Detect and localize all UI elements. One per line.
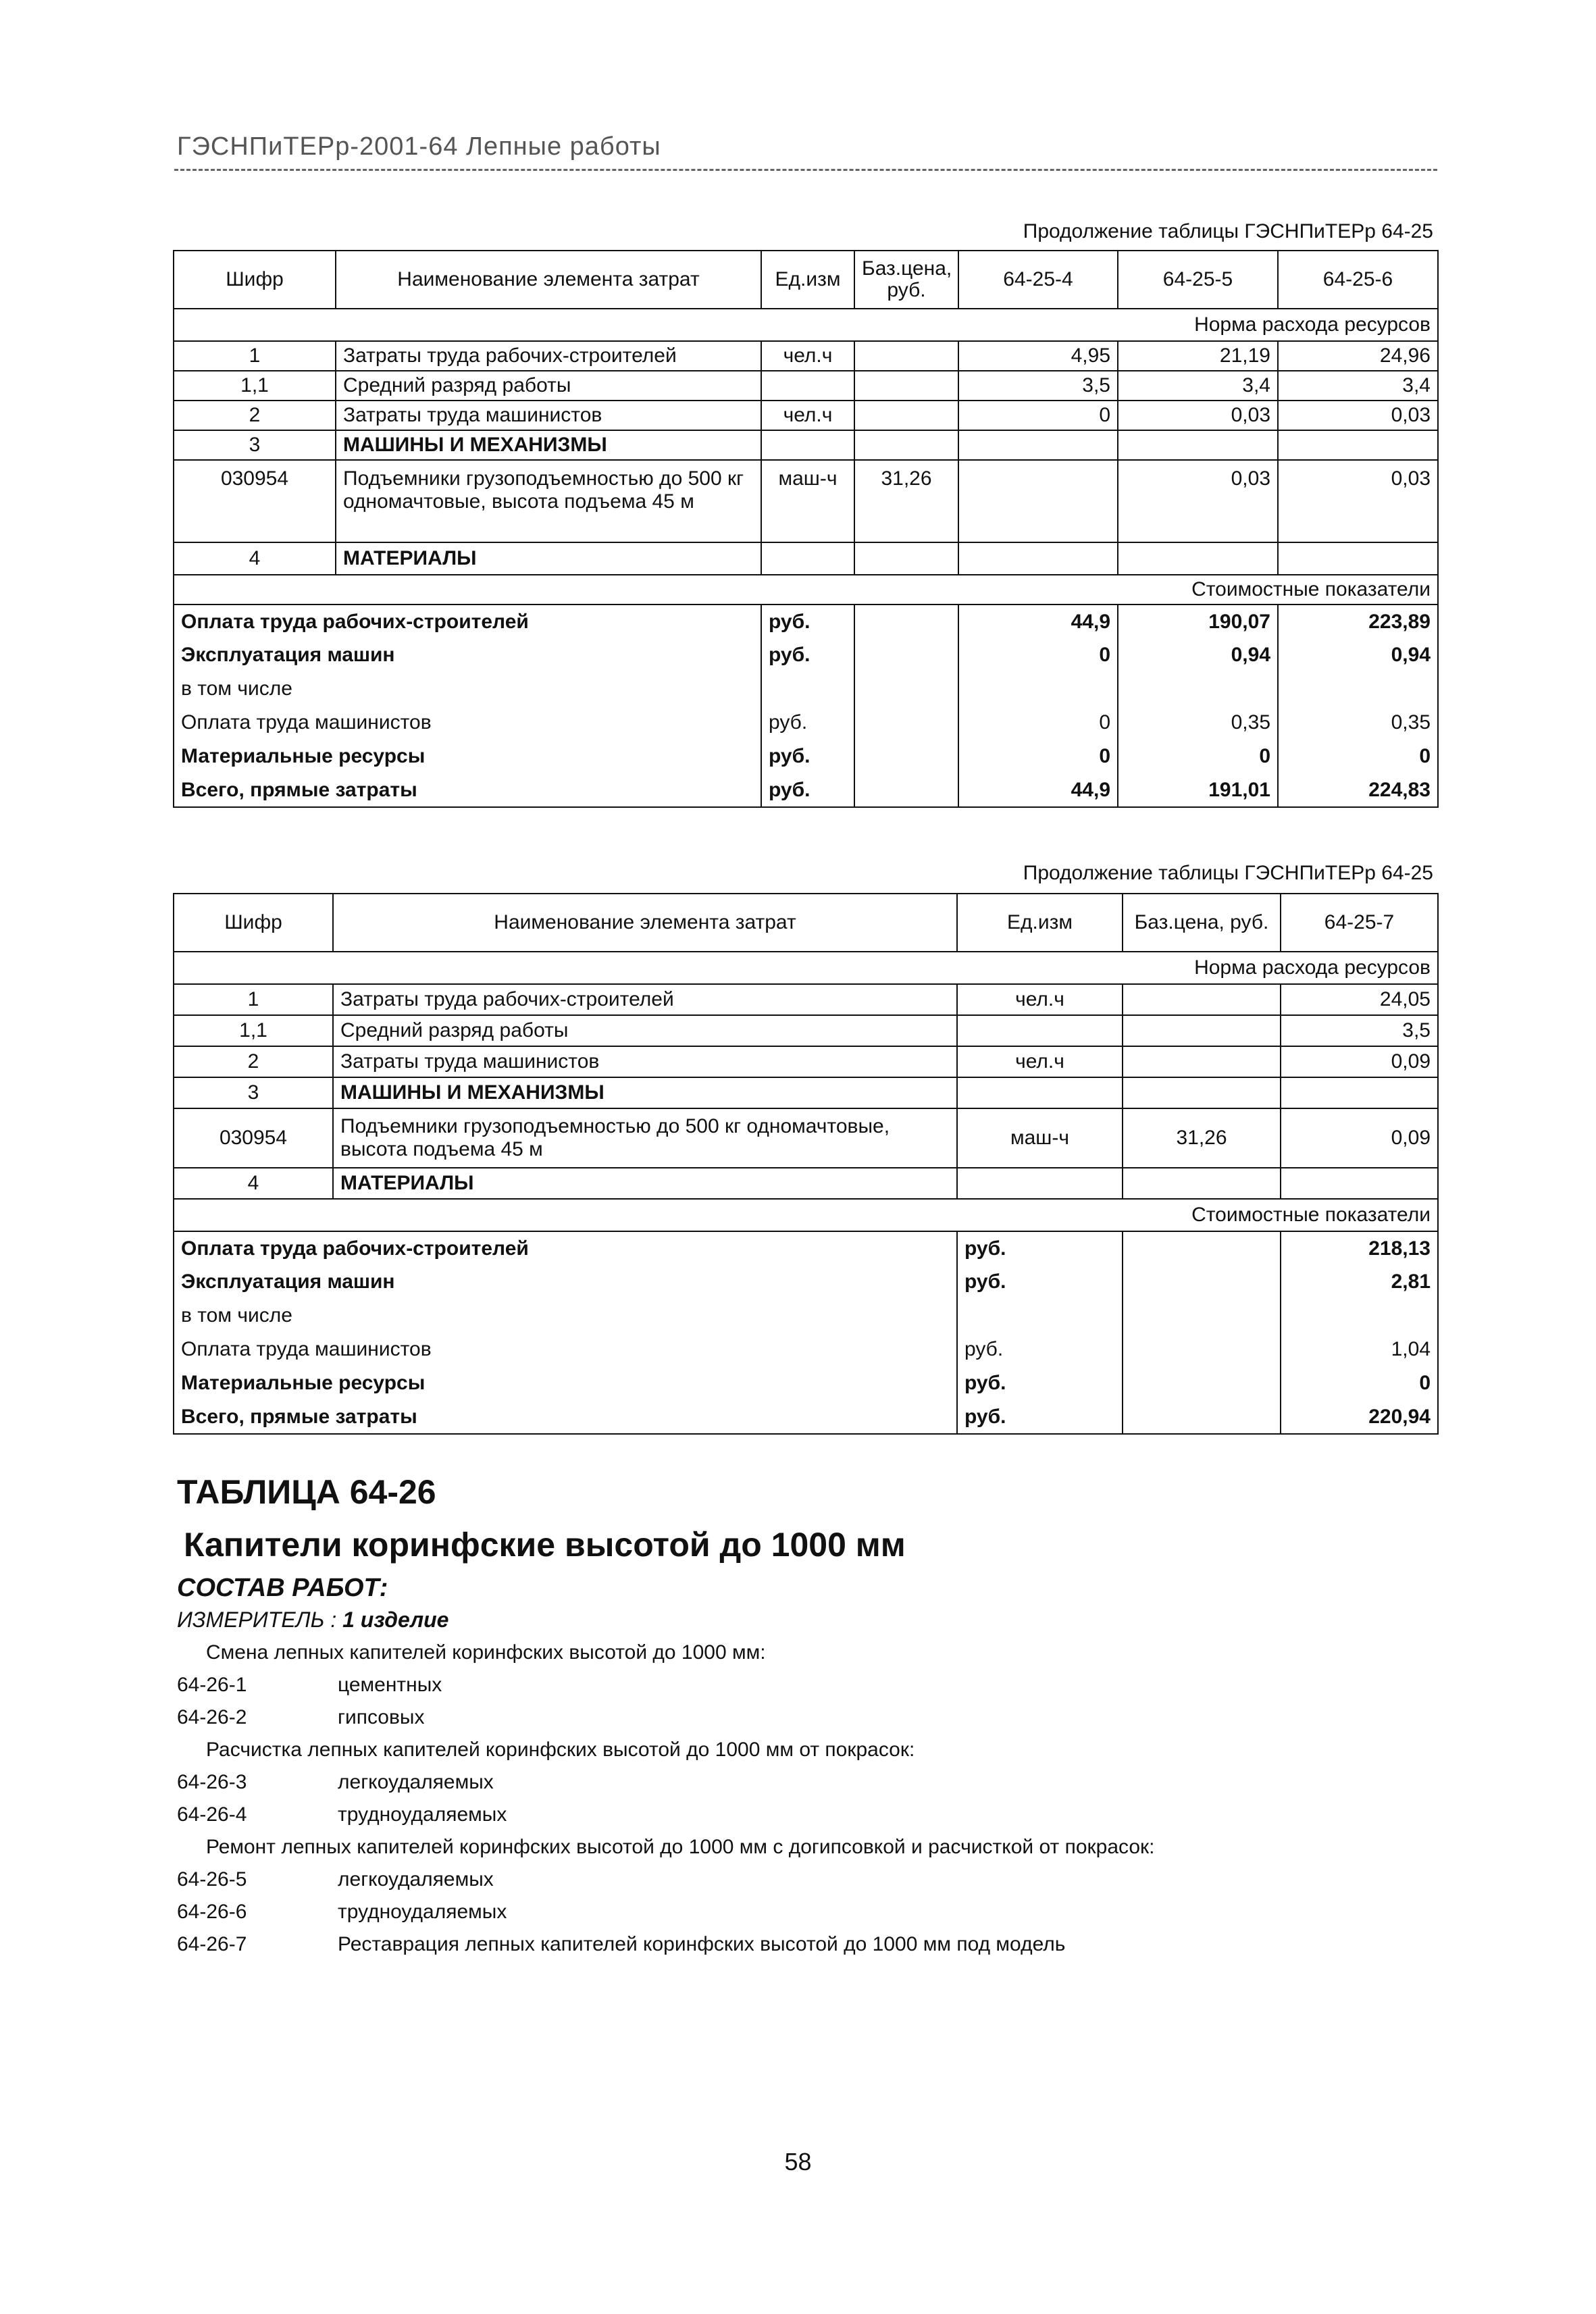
cost-name: Оплата труда машинистов (174, 1333, 957, 1366)
col-header-64-25-4: 64-25-4 (958, 251, 1118, 309)
table-row (174, 672, 1438, 706)
cost-value: 44,9 (958, 773, 1118, 807)
col-header-price: Баз.цена, руб. (1123, 894, 1281, 952)
cell-unit: чел.ч (761, 341, 854, 371)
cell-value: 4,95 (958, 341, 1118, 371)
cell-value (958, 430, 1118, 460)
cell-value: 24,96 (1278, 341, 1438, 371)
cell-code: 3 (174, 430, 336, 460)
cell-unit (761, 542, 854, 575)
cost-value (1118, 672, 1278, 706)
table-row (174, 1265, 1438, 1299)
meter-line (177, 1608, 448, 1632)
table2-cost-row (174, 1199, 1438, 1231)
work-code: 64-26-1 (177, 1674, 247, 1696)
cell-price (854, 341, 958, 371)
cost-name: Оплата труда рабочих-строителей (174, 605, 761, 638)
col-header-64-25-7: 64-25-7 (1281, 894, 1438, 952)
table-row (174, 1108, 1438, 1168)
col-header-64-25-5: 64-25-5 (1118, 251, 1278, 309)
cost-value (958, 672, 1118, 706)
cost-empty (1123, 1299, 1281, 1333)
cell-code: 1 (174, 984, 333, 1015)
cost-value: 0,35 (1278, 706, 1438, 740)
cost-empty (854, 740, 958, 773)
cell-unit (957, 1077, 1123, 1108)
cost-empty (854, 638, 958, 672)
cost-unit: руб. (761, 638, 854, 672)
cell-name: Затраты труда машинистов (333, 1046, 957, 1077)
cell-name: МАТЕРИАЛЫ (336, 542, 761, 575)
cost-name: Материальные ресурсы (174, 740, 761, 773)
table2-norm-row (174, 952, 1438, 984)
norm-label: Норма расхода ресурсов (174, 309, 1438, 341)
work-item: гипсовых (338, 1706, 425, 1728)
cell-name: Затраты труда машинистов (336, 401, 761, 430)
cost-value (1278, 672, 1438, 706)
cell-code: 1,1 (174, 1015, 333, 1046)
cell-value: 21,19 (1118, 341, 1278, 371)
cost-value: 0 (958, 740, 1118, 773)
work-code: 64-26-3 (177, 1771, 247, 1793)
cell-price: 31,26 (854, 460, 958, 542)
cell-value: 24,05 (1281, 984, 1438, 1015)
cost-name: в том числе (174, 672, 761, 706)
table2-continuation-note: Продолжение таблицы ГЭСНПиТЕРр 64-25 (1023, 862, 1433, 884)
cost-value: 220,94 (1281, 1400, 1438, 1434)
work-paragraph: Расчистка лепных капителей коринфских высотой до 1000 мм от покрасок: (206, 1739, 915, 1761)
col-header-name: Наименование элемента затрат (336, 251, 761, 309)
table-row (174, 430, 1438, 460)
cost-name: Эксплуатация машин (174, 1265, 957, 1299)
col-header-64-25-6: 64-25-6 (1278, 251, 1438, 309)
table1-continuation-note: Продолжение таблицы ГЭСНПиТЕРр 64-25 (1023, 220, 1433, 242)
cost-label: Стоимостные показатели (174, 575, 1438, 605)
table-row (174, 460, 1438, 542)
cost-value: 1,04 (1281, 1333, 1438, 1366)
cost-name: в том числе (174, 1299, 957, 1333)
cell-value: 3,4 (1278, 371, 1438, 401)
cost-name: Оплата труда машинистов (174, 706, 761, 740)
table1 (173, 250, 1439, 808)
cell-name: Средний разряд работы (336, 371, 761, 401)
cost-empty (854, 773, 958, 807)
cell-price (854, 430, 958, 460)
work-code: 64-26-4 (177, 1803, 247, 1826)
cell-price: 31,26 (1123, 1108, 1281, 1168)
cell-price (854, 371, 958, 401)
cost-value: 44,9 (958, 605, 1118, 638)
cell-value (1118, 542, 1278, 575)
col-header-unit: Ед.изм (957, 894, 1123, 952)
cell-unit: чел.ч (761, 401, 854, 430)
cell-code: 030954 (174, 1108, 333, 1168)
cost-value: 0 (1278, 740, 1438, 773)
cell-name: Средний разряд работы (333, 1015, 957, 1046)
table-row (174, 1046, 1438, 1077)
cost-value: 0 (1281, 1366, 1438, 1400)
cost-unit: руб. (761, 773, 854, 807)
table-row (174, 706, 1438, 740)
table-row (174, 638, 1438, 672)
cell-value (958, 542, 1118, 575)
table2 (173, 893, 1439, 1435)
work-item: трудноудаляемых (338, 1901, 507, 1923)
col-header-unit: Ед.изм (761, 251, 854, 309)
cell-value: 0,03 (1118, 460, 1278, 542)
cost-value: 0 (958, 638, 1118, 672)
col-header-price: Баз.цена, руб. (854, 251, 958, 309)
cost-unit: руб. (957, 1366, 1123, 1400)
cost-value: 0 (1118, 740, 1278, 773)
cost-empty (854, 706, 958, 740)
cost-name: Всего, прямые затраты (174, 773, 761, 807)
cell-code: 2 (174, 401, 336, 430)
table1-norm-row (174, 309, 1438, 341)
table-row (174, 1299, 1438, 1333)
norm-label: Норма расхода ресурсов (174, 952, 1438, 984)
col-header-code: Шифр (174, 894, 333, 952)
cost-unit: руб. (957, 1333, 1123, 1366)
cost-unit: руб. (761, 740, 854, 773)
cell-name: Затраты труда рабочих-строителей (333, 984, 957, 1015)
cell-price (1123, 1015, 1281, 1046)
cell-value: 0,09 (1281, 1046, 1438, 1077)
cost-name: Материальные ресурсы (174, 1366, 957, 1400)
cell-value (1281, 1168, 1438, 1199)
cell-price (1123, 984, 1281, 1015)
cost-value: 191,01 (1118, 773, 1278, 807)
cost-unit: руб. (957, 1231, 1123, 1265)
table-row (174, 371, 1438, 401)
cell-unit (761, 430, 854, 460)
table-row (174, 605, 1438, 638)
cell-unit: маш-ч (761, 460, 854, 542)
table1-header-row (174, 251, 1438, 309)
cost-empty (1123, 1366, 1281, 1400)
cell-code: 4 (174, 1168, 333, 1199)
work-code: 64-26-2 (177, 1706, 247, 1728)
cell-unit (957, 1015, 1123, 1046)
section-title: ТАБЛИЦА 64-26 (177, 1473, 436, 1511)
cost-value: 218,13 (1281, 1231, 1438, 1265)
table-row (174, 401, 1438, 430)
cost-name: Эксплуатация машин (174, 638, 761, 672)
cell-price (854, 542, 958, 575)
cell-value: 0,03 (1278, 401, 1438, 430)
cell-unit (957, 1168, 1123, 1199)
cell-unit: чел.ч (957, 984, 1123, 1015)
cell-value (958, 460, 1118, 542)
table-row (174, 1077, 1438, 1108)
cost-value: 224,83 (1278, 773, 1438, 807)
cost-unit: руб. (761, 706, 854, 740)
cost-value (1281, 1299, 1438, 1333)
table-row (174, 773, 1438, 807)
cell-name: Подъемники грузоподъемностью до 500 кг одномачтовые, высота подъема 45 м (336, 460, 761, 542)
meter-label: ИЗМЕРИТЕЛЬ : (177, 1608, 337, 1632)
cost-value: 190,07 (1118, 605, 1278, 638)
cost-unit: руб. (957, 1265, 1123, 1299)
cell-price (1123, 1046, 1281, 1077)
table1-cost-row (174, 575, 1438, 605)
table-row (174, 1015, 1438, 1046)
cell-value: 0,03 (1278, 460, 1438, 542)
cost-empty (854, 605, 958, 638)
cell-unit: чел.ч (957, 1046, 1123, 1077)
table-row (174, 542, 1438, 575)
cost-value: 0 (958, 706, 1118, 740)
cell-value: 0 (958, 401, 1118, 430)
cell-value (1278, 542, 1438, 575)
cell-price (1123, 1168, 1281, 1199)
table-row (174, 1400, 1438, 1434)
cost-value: 2,81 (1281, 1265, 1438, 1299)
table-row (174, 1333, 1438, 1366)
work-code: 64-26-7 (177, 1933, 247, 1955)
cost-value: 0,35 (1118, 706, 1278, 740)
table-row (174, 341, 1438, 371)
cost-unit (761, 672, 854, 706)
cell-name: МАТЕРИАЛЫ (333, 1168, 957, 1199)
cell-code: 030954 (174, 460, 336, 542)
running-header: ГЭСНПиТЕРр-2001-64 Лепные работы (177, 132, 661, 161)
work-paragraph: Ремонт лепных капителей коринфских высотой до 1000 мм с догипсовкой и расчисткой от покрасок: (206, 1836, 1155, 1858)
cost-unit (957, 1299, 1123, 1333)
table2-header-row (174, 894, 1438, 952)
cost-label: Стоимостные показатели (174, 1199, 1438, 1231)
cost-empty (854, 672, 958, 706)
cost-value: 0,94 (1278, 638, 1438, 672)
cell-code: 3 (174, 1077, 333, 1108)
cell-name: МАШИНЫ И МЕХАНИЗМЫ (336, 430, 761, 460)
cell-code: 2 (174, 1046, 333, 1077)
cell-value (1278, 430, 1438, 460)
cell-code: 1,1 (174, 371, 336, 401)
cost-name: Всего, прямые затраты (174, 1400, 957, 1434)
work-code: 64-26-6 (177, 1901, 247, 1923)
cell-value (1281, 1077, 1438, 1108)
col-header-code: Шифр (174, 251, 336, 309)
work-paragraph: Смена лепных капителей коринфских высотой до 1000 мм: (206, 1641, 766, 1664)
cell-name: МАШИНЫ И МЕХАНИЗМЫ (333, 1077, 957, 1108)
cell-name: Затраты труда рабочих-строителей (336, 341, 761, 371)
cost-value: 223,89 (1278, 605, 1438, 638)
cell-unit: маш-ч (957, 1108, 1123, 1168)
cell-unit (761, 371, 854, 401)
work-item: цементных (338, 1674, 442, 1696)
cost-empty (1123, 1333, 1281, 1366)
table-row (174, 984, 1438, 1015)
cell-value: 0,03 (1118, 401, 1278, 430)
composition-heading: СОСТАВ РАБОТ: (177, 1574, 388, 1602)
cell-value: 0,09 (1281, 1108, 1438, 1168)
cell-value: 3,5 (958, 371, 1118, 401)
work-item: Реставрация лепных капителей коринфских высотой до 1000 мм под модель (338, 1933, 1066, 1955)
cell-value: 3,5 (1281, 1015, 1438, 1046)
cost-empty (1123, 1400, 1281, 1434)
col-header-name: Наименование элемента затрат (333, 894, 957, 952)
table-row (174, 1366, 1438, 1400)
header-rule (174, 169, 1437, 171)
cost-empty (1123, 1231, 1281, 1265)
cell-value: 3,4 (1118, 371, 1278, 401)
cell-code: 4 (174, 542, 336, 575)
cost-empty (1123, 1265, 1281, 1299)
work-item: легкоудаляемых (338, 1771, 494, 1793)
cell-name: Подъемники грузоподъемностью до 500 кг одномачтовые, высота подъема 45 м (333, 1108, 957, 1168)
cell-value (1118, 430, 1278, 460)
work-item: легкоудаляемых (338, 1868, 494, 1891)
work-code: 64-26-5 (177, 1868, 247, 1891)
cost-value: 0,94 (1118, 638, 1278, 672)
table-row (174, 740, 1438, 773)
section-subtitle: Капители коринфские высотой до 1000 мм (184, 1526, 906, 1564)
work-item: трудноудаляемых (338, 1803, 507, 1826)
cost-name: Оплата труда рабочих-строителей (174, 1231, 957, 1265)
page-number: 58 (784, 2148, 812, 2176)
cell-price (854, 401, 958, 430)
cell-code: 1 (174, 341, 336, 371)
cost-unit: руб. (761, 605, 854, 638)
table-row (174, 1231, 1438, 1265)
cost-unit: руб. (957, 1400, 1123, 1434)
cell-price (1123, 1077, 1281, 1108)
table-row (174, 1168, 1438, 1199)
meter-value: 1 изделие (342, 1608, 449, 1632)
